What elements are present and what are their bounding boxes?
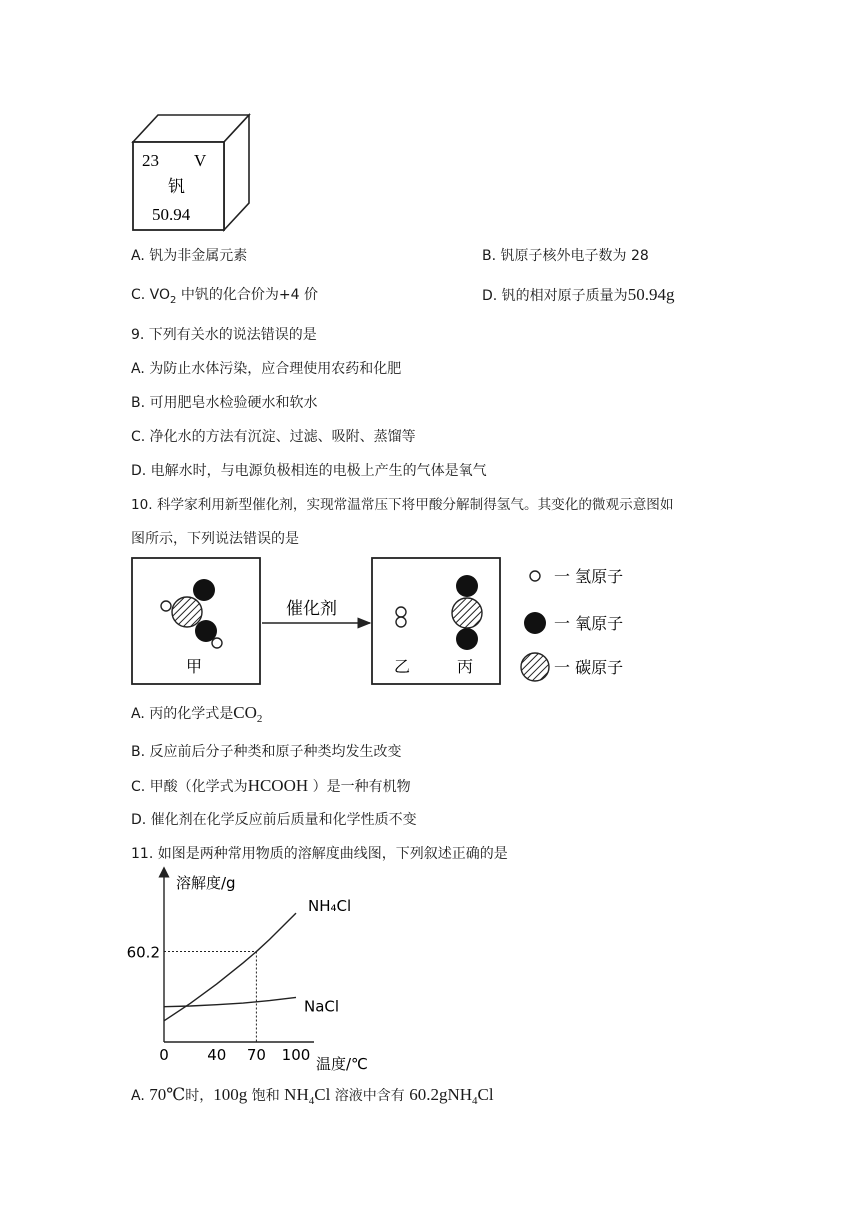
q8-option-c — [131, 285, 318, 311]
q9-option-b: B. 可用肥皂水检验硬水和软水 — [131, 395, 318, 411]
q8-option-a: A. 钒为非金属元素 — [131, 248, 248, 264]
q8-c-sub: 2 — [170, 294, 177, 306]
q10-c-formula: HCOOH — [247, 776, 309, 795]
legend-hydrogen-icon — [530, 571, 540, 581]
q9-option-c: C. 净化水的方法有沉淀、过滤、吸附、蒸馏等 — [131, 429, 416, 445]
label-jia: 甲 — [186, 657, 203, 676]
q11-a-cl: Cl — [314, 1085, 331, 1104]
q9-stem: 9. 下列有关水的说法错误的是 — [131, 327, 317, 343]
catalyst-label: 催化剂 — [286, 599, 337, 619]
q8-d-value: 50.94g — [627, 285, 675, 304]
series-line-0 — [164, 913, 296, 1021]
q8-c-prefix: C. VO — [131, 287, 171, 303]
x-tick-label-1: 40 — [207, 1046, 227, 1064]
q8-option-d — [482, 285, 674, 306]
x-tick-label-3: 100 — [281, 1046, 311, 1064]
q11-stem: 11. 如图是两种常用物质的溶解度曲线图，下列叙述正确的是 — [131, 846, 508, 862]
q10-option-c — [131, 776, 411, 797]
q10-a-sub: 2 — [256, 712, 263, 725]
y-tick-label-0: 60.2 — [126, 943, 160, 962]
q10-stem-line2: 图所示，下列说法错误的是 — [131, 531, 299, 547]
q11-a-sub1: 4 — [308, 1094, 315, 1107]
element-name: 钒 — [168, 177, 185, 197]
q10-option-b: B. 反应前后分子种类和原子种类均发生改变 — [131, 744, 402, 760]
legend-carbon-icon — [521, 653, 549, 681]
q10-option-a — [131, 703, 262, 729]
q8-d-prefix: D. 钒的相对原子质量为 — [482, 288, 628, 304]
q11-a-mid2: 饱和 — [247, 1088, 285, 1104]
q8-c-suffix: 中钒的化合价为+4 价 — [176, 287, 318, 303]
q10-a-formula: CO — [233, 703, 257, 722]
element-card — [128, 112, 254, 234]
q11-a-mid1: 时， — [185, 1088, 214, 1104]
q11-a-mid3: 溶液中含有 — [330, 1088, 410, 1104]
x-tick-label-0: 0 — [159, 1046, 169, 1064]
carbon-dioxide-molecule — [452, 575, 482, 650]
q11-a-sub2: 4 — [472, 1094, 478, 1107]
q9-option-a: A. 为防止水体污染，应合理使用农药和化肥 — [131, 361, 402, 377]
q10-stem-line1: 10. 科学家利用新型催化剂，实现常温常压下将甲酸分解制得氢气。其变化的微观示意图如 — [131, 497, 674, 513]
q11-a-mass: 100g — [213, 1085, 248, 1104]
y-axis-label: 溶解度/g — [176, 874, 236, 892]
q11-a-prefix: A. — [131, 1088, 150, 1104]
series-line-1 — [164, 997, 296, 1006]
legend-carbon: 一 碳原子 — [554, 658, 624, 677]
product-box — [372, 558, 500, 684]
x-tick-label-2: 70 — [246, 1046, 266, 1064]
q10-a-prefix: A. 丙的化学式是 — [131, 706, 234, 722]
label-yi: 乙 — [394, 657, 411, 676]
q11-a-val: 60.2gNH — [409, 1085, 473, 1104]
atomic-mass: 50.94 — [152, 205, 191, 224]
q10-c-suffix: ）是一种有机物 — [308, 779, 411, 795]
legend-oxygen: 一 氧原子 — [554, 614, 624, 633]
q9-option-d: D. 电解水时，与电源负极相连的电极上产生的气体是氧气 — [131, 463, 487, 479]
element-symbol: V — [194, 151, 207, 170]
q11-option-a — [131, 1085, 494, 1111]
legend-oxygen-icon — [524, 612, 546, 634]
q11-a-temp: 70℃ — [149, 1085, 186, 1104]
series-label-1: NaCl — [304, 997, 340, 1016]
q10-option-d: D. 催化剂在化学反应前后质量和化学性质不变 — [131, 812, 417, 828]
atomic-number: 23 — [142, 151, 159, 170]
legend-hydrogen: 一 氢原子 — [554, 567, 624, 586]
reaction-diagram — [128, 554, 668, 690]
solubility-chart — [120, 866, 410, 1078]
x-axis-label: 温度/℃ — [316, 1055, 368, 1073]
label-bing: 丙 — [457, 657, 474, 676]
q8-option-b: B. 钒原子核外电子数为 28 — [482, 248, 649, 264]
q11-a-nh: NH — [284, 1085, 309, 1104]
q11-a-cl2: Cl — [477, 1085, 494, 1104]
series-label-0: NH₄Cl — [308, 897, 352, 916]
q10-c-prefix: C. 甲酸（化学式为 — [131, 779, 248, 795]
